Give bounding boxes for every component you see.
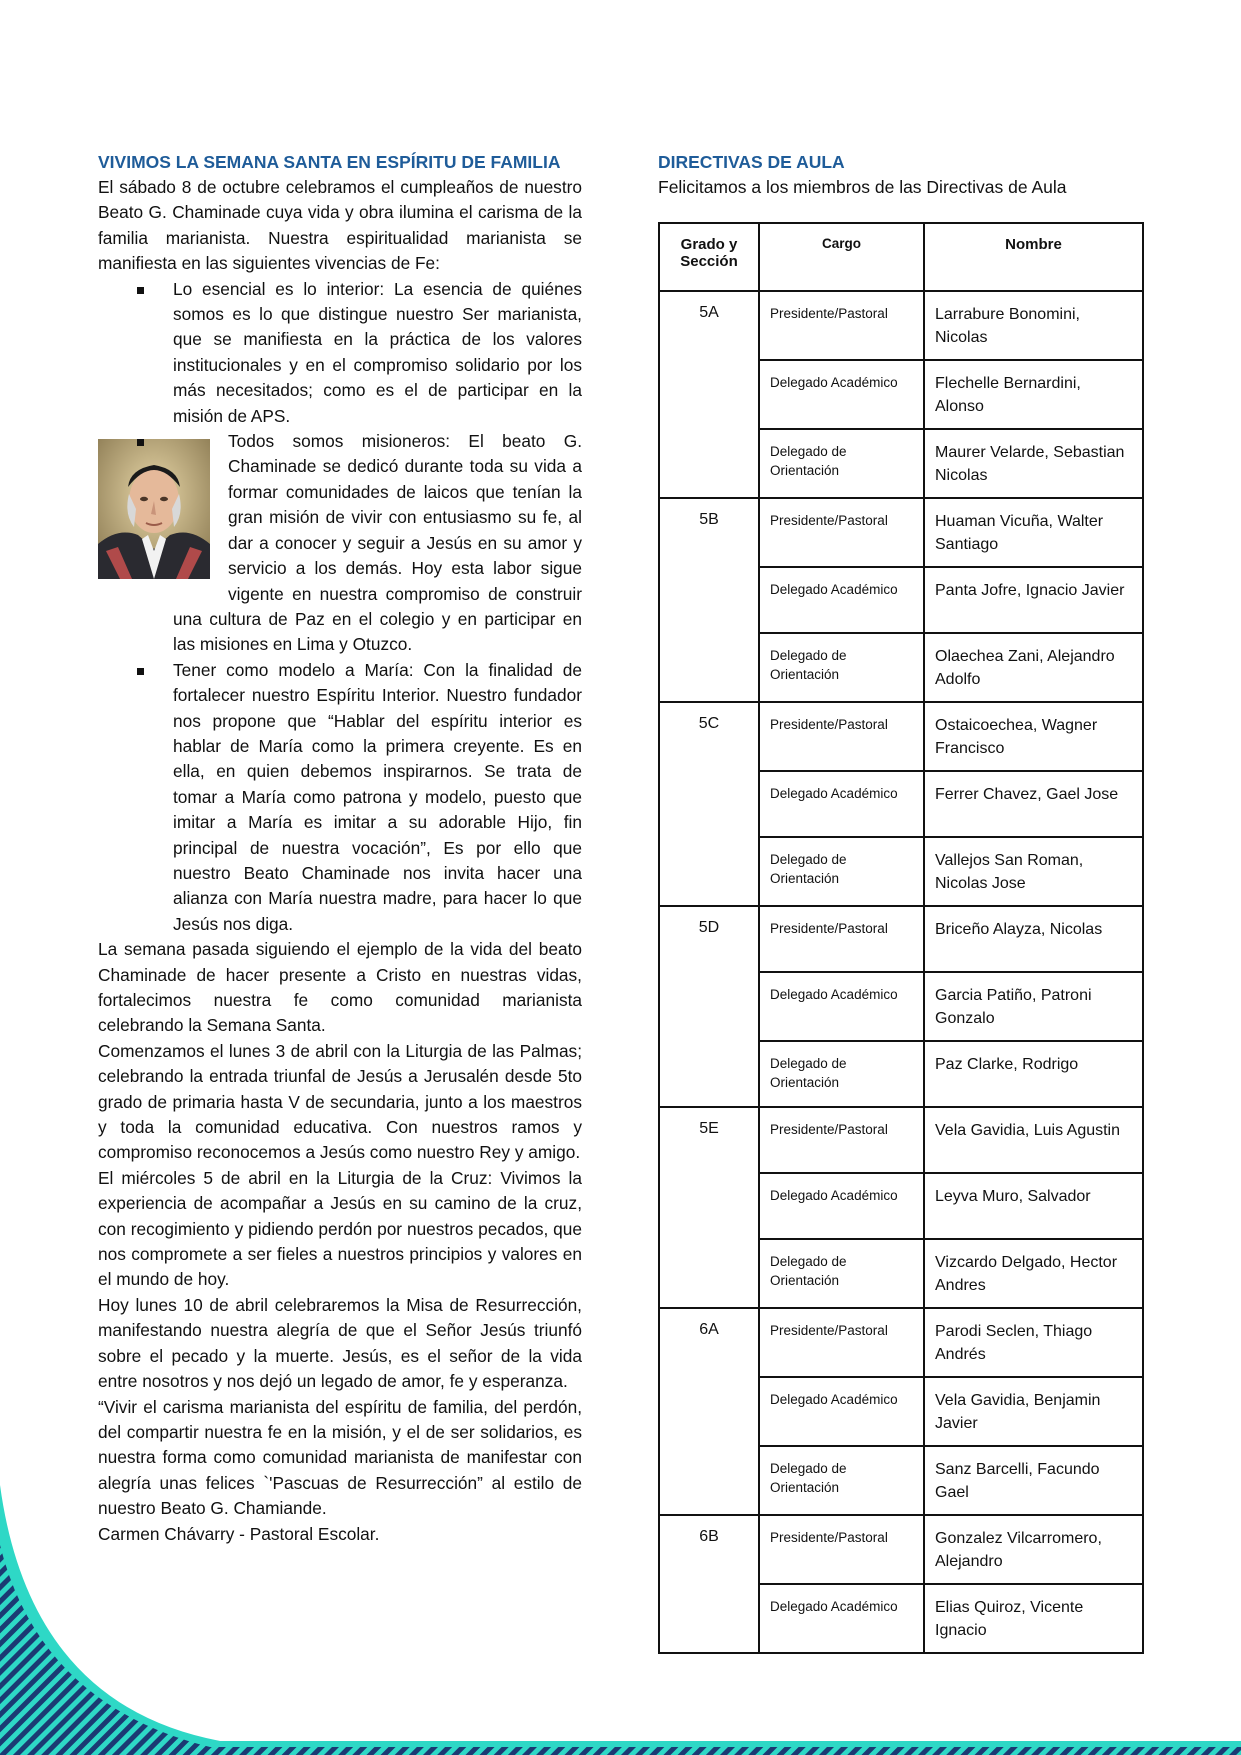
nombre-cell: Elias Quiroz, Vicente Ignacio bbox=[924, 1584, 1143, 1653]
grado-cell: 5E bbox=[659, 1107, 759, 1308]
cargo-cell: Delegado Académico bbox=[759, 1377, 924, 1446]
directives-table bbox=[658, 222, 1144, 1654]
cargo-cell: Delegado Académico bbox=[759, 771, 924, 837]
table-row bbox=[659, 1308, 1143, 1377]
cargo-cell: Delegado Académico bbox=[759, 1584, 924, 1653]
grado-cell: 5A bbox=[659, 291, 759, 498]
grado-cell: 6A bbox=[659, 1308, 759, 1515]
cargo-cell: Presidente/Pastoral bbox=[759, 498, 924, 567]
paragraph: La semana pasada siguiendo el ejemplo de la vida del beato Chaminade de hacer presente a Cristo en nuestras vidas, fortalecimos nuestra fe como comunidad marianista celebrando la Semana Santa. bbox=[98, 939, 582, 1036]
directives-column bbox=[658, 150, 1144, 1654]
grado-cell: 5C bbox=[659, 702, 759, 906]
nombre-cell: Ostaicoechea, Wagner Francisco bbox=[924, 702, 1143, 771]
article-intro: El sábado 8 de octubre celebramos el cumpleaños de nuestro Beato G. Chaminade cuya vida y obra ilumina el carisma de la familia marianista. Nuestra espiritualidad marianista se manifiesta en las siguientes vivencias de Fe: bbox=[98, 177, 582, 274]
cargo-cell: Presidente/Pastoral bbox=[759, 1515, 924, 1584]
cargo-cell: Delegado de Orientación bbox=[759, 1041, 924, 1107]
directives-title: DIRECTIVAS DE AULA bbox=[658, 152, 845, 172]
nombre-cell: Olaechea Zani, Alejandro Adolfo bbox=[924, 633, 1143, 702]
nombre-cell: Paz Clarke, Rodrigo bbox=[924, 1041, 1143, 1107]
list-item: Tener como modelo a María: Con la finalidad de fortalecer nuestro Espíritu Interior. Nuestro fundador nos propone que “Hablar del espíritu interior es hablar de María como la primera creyente. Es en ella, en quien debemos inspirarnos. Se trata de tomar a María como patrona y modelo, puesto que imitar a María es imitar a su adorable Hijo, fin principal de nuestra vocación”, Es por ello que nuestro Beato Chaminade nos invita hacer una alianza con María nuestra madre, para hacer lo que Jesús nos diga. bbox=[173, 658, 582, 937]
signature: Carmen Chávarry - Pastoral Escolar. bbox=[98, 1523, 380, 1544]
table-header-row bbox=[659, 223, 1143, 291]
paragraph: El miércoles 5 de abril en la Liturgia de la Cruz: Vivimos la experiencia de acompañar a Jesús en su camino de la cruz, con recogimiento y pidiendo perdón por nuestros pecados, que nos compromete a ser fieles a nuestros principios y valores en el mundo de hoy. bbox=[98, 1167, 582, 1290]
nombre-cell: Ferrer Chavez, Gael Jose bbox=[924, 771, 1143, 837]
nombre-cell: Vela Gavidia, Benjamin Javier bbox=[924, 1377, 1143, 1446]
paragraph: Hoy lunes 10 de abril celebraremos la Misa de Resurrección, manifestando nuestra alegría de que el Señor Jesús triunfó sobre el pecado y la muerte. Jesús, es el señor de la vida entre nosotros y nos dejó un legado de amor, fe y esperanza. bbox=[98, 1294, 582, 1392]
table-row bbox=[659, 906, 1143, 972]
nombre-cell: Flechelle Bernardini, Alonso bbox=[924, 360, 1143, 429]
article-title: VIVIMOS LA SEMANA SANTA EN ESPÍRITU DE FAMILIA bbox=[98, 152, 561, 172]
nombre-cell: Huaman Vicuña, Walter Santiago bbox=[924, 498, 1143, 567]
header-cargo: Cargo bbox=[759, 223, 924, 291]
nombre-cell: Parodi Seclen, Thiago Andrés bbox=[924, 1308, 1143, 1377]
cargo-cell: Delegado Académico bbox=[759, 972, 924, 1041]
nombre-cell: Vela Gavidia, Luis Agustin bbox=[924, 1107, 1143, 1173]
cargo-cell: Presidente/Pastoral bbox=[759, 906, 924, 972]
article-column bbox=[98, 150, 582, 1547]
grado-cell: 5B bbox=[659, 498, 759, 702]
nombre-cell: Garcia Patiño, Patroni Gonzalo bbox=[924, 972, 1143, 1041]
cargo-cell: Delegado de Orientación bbox=[759, 1446, 924, 1515]
nombre-cell: Vizcardo Delgado, Hector Andres bbox=[924, 1239, 1143, 1308]
faith-list bbox=[98, 277, 582, 938]
list-item bbox=[173, 429, 582, 658]
table-row bbox=[659, 1107, 1143, 1173]
list-item-text: Todos somos misioneros: El beato G. Chaminade se dedicó durante toda su vida a formar comunidades de laicos que tenían la gran misión de vivir con entusiasmo su fe, al dar a conocer y seguir a Jesús en su amor y servicio a los demás. Hoy esta labor sigue vigente en nuestra compromiso de construir una cultura de Paz en el colegio y en participar en las misiones en Lima y Otuzco. bbox=[173, 431, 582, 655]
table-row bbox=[659, 498, 1143, 567]
nombre-cell: Larrabure Bonomini, Nicolas bbox=[924, 291, 1143, 360]
grado-cell: 6B bbox=[659, 1515, 759, 1653]
cargo-cell: Presidente/Pastoral bbox=[759, 702, 924, 771]
cargo-cell: Delegado de Orientación bbox=[759, 633, 924, 702]
header-nombre: Nombre bbox=[924, 223, 1143, 291]
nombre-cell: Briceño Alayza, Nicolas bbox=[924, 906, 1143, 972]
header-grado: Grado y Sección bbox=[659, 223, 759, 291]
cargo-cell: Presidente/Pastoral bbox=[759, 291, 924, 360]
nombre-cell: Vallejos San Roman, Nicolas Jose bbox=[924, 837, 1143, 906]
list-item: Lo esencial es lo interior: La esencia de quiénes somos es lo que distingue nuestro Ser marianista, que se manifiesta en la práctica de los valores institucionales y en el compromiso solidario por los más necesitados; como es el de participar en la misión de APS. bbox=[173, 277, 582, 429]
nombre-cell: Maurer Velarde, Sebastian Nicolas bbox=[924, 429, 1143, 498]
cargo-cell: Delegado de Orientación bbox=[759, 837, 924, 906]
paragraph: Comenzamos el lunes 3 de abril con la Liturgia de las Palmas; celebrando la entrada triunfal de Jesús a Jerusalén desde 5to grado de primaria hasta V de secundaria, junto a los maestros y toda la comunidad educativa. Con nuestros ramos y compromiso reconocemos a Jesús como nuestro Rey y amigo. bbox=[98, 1040, 582, 1163]
cargo-cell: Presidente/Pastoral bbox=[759, 1107, 924, 1173]
table-row bbox=[659, 291, 1143, 360]
cargo-cell: Delegado Académico bbox=[759, 567, 924, 633]
grado-cell: 5D bbox=[659, 906, 759, 1107]
chaminade-portrait bbox=[98, 439, 210, 579]
footer-wave-decoration bbox=[0, 1485, 1241, 1755]
paragraph: “Vivir el carisma marianista del espíritu de familia, del perdón, del compartir nuestra fe en la misión, y el de ser solidarios, es nuestra forma como comunidad marianista de manifestar con alegría unas felices `'Pascuas de Resurrección” al estilo de nuestro Beato G. Chamiande. bbox=[98, 1396, 582, 1519]
cargo-cell: Delegado Académico bbox=[759, 1173, 924, 1239]
nombre-cell: Leyva Muro, Salvador bbox=[924, 1173, 1143, 1239]
nombre-cell: Gonzalez Vilcarromero, Alejandro bbox=[924, 1515, 1143, 1584]
nombre-cell: Sanz Barcelli, Facundo Gael bbox=[924, 1446, 1143, 1515]
cargo-cell: Presidente/Pastoral bbox=[759, 1308, 924, 1377]
cargo-cell: Delegado Académico bbox=[759, 360, 924, 429]
nombre-cell: Panta Jofre, Ignacio Javier bbox=[924, 567, 1143, 633]
cargo-cell: Delegado de Orientación bbox=[759, 429, 924, 498]
cargo-cell: Delegado de Orientación bbox=[759, 1239, 924, 1308]
table-row bbox=[659, 702, 1143, 771]
directives-intro: Felicitamos a los miembros de las Directivas de Aula bbox=[658, 177, 1067, 197]
